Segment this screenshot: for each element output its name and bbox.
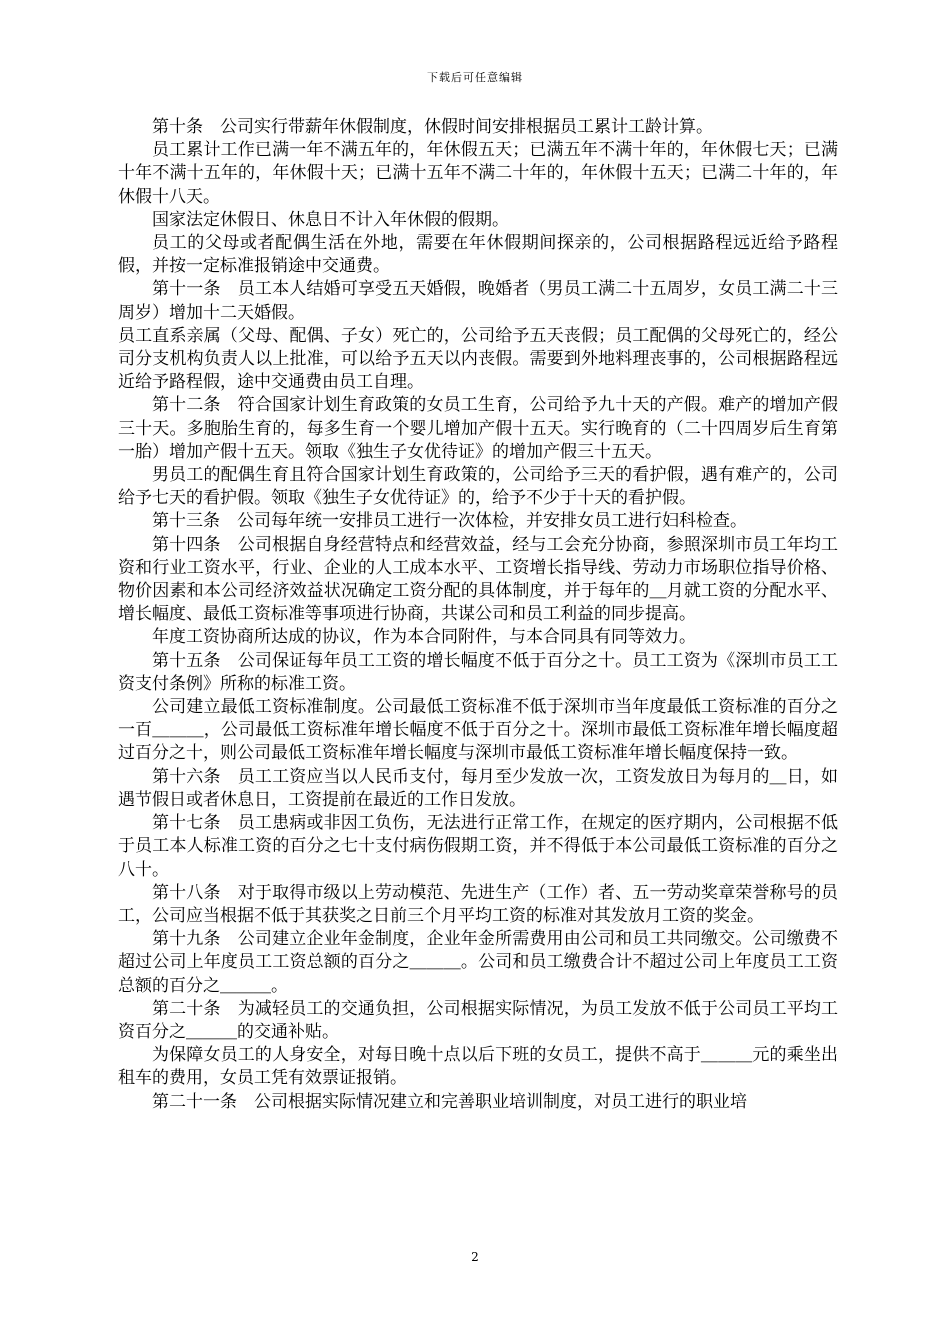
- paragraph: 员工的父母或者配偶生活在外地，需要在年休假期间探亲的，公司根据路程远近给予路程假，并按一定标准报销途中交通费。: [118, 233, 838, 277]
- page-header: 下载后可任意编辑: [427, 71, 523, 84]
- paragraph: 第二十条 为减轻员工的交通负担，公司根据实际情况，为员工发放不低于公司员工平均工资百分之＿＿＿的交通补贴。: [118, 998, 838, 1042]
- paragraph: 第十五条 公司保证每年员工工资的增长幅度不低于百分之十。员工工资为《深圳市员工工资支付条例》所称的标准工资。: [118, 650, 838, 694]
- paragraph: 第十二条 符合国家计划生育政策的女员工生育，公司给予九十天的产假。难产的增加产假三十天。多胞胎生育的，每多生育一个婴儿增加产假十五天。实行晚育的（二十四周岁后生育第一胎）增加产假十五天。领取《独生子女优待证》的增加产假三十五天。: [118, 395, 838, 462]
- paragraph: 第十三条 公司每年统一安排员工进行一次体检，并安排女员工进行妇科检查。: [152, 511, 747, 532]
- paragraph: 年度工资协商所达成的协议，作为本合同附件，与本合同具有同等效力。: [152, 627, 696, 648]
- paragraph: 第十四条 公司根据自身经营特点和经营效益，经与工会充分协商，参照深圳市员工年均工资和行业工资水平，行业、企业的人工成本水平、工资增长指导线、劳动力市场职位指导价格、物价因素和本公司经济效益状况确定工资分配的具体制度，并于每年的＿月就工资的分配水平、增长幅度、最低工资标准等事项进行协商，共谋公司和员工利益的同步提高。: [118, 534, 838, 625]
- document-body: [118, 116, 838, 1114]
- paragraph: 男员工的配偶生育且符合国家计划生育政策的，公司给予三天的看护假，遇有难产的，公司给予七天的看护假。领取《独生子女优待证》的，给予不少于十天的看护假。: [118, 465, 838, 509]
- paragraph: 第十条 公司实行带薪年休假制度，休假时间安排根据员工累计工龄计算。: [152, 117, 713, 137]
- paragraph: 第十八条 对于取得市级以上劳动模范、先进生产（工作）者、五一劳动奖章荣誉称号的员工，公司应当根据不低于其获奖之日前三个月平均工资的标准对其发放月工资的奖金。: [118, 882, 838, 926]
- paragraph: 第十九条 公司建立企业年金制度，企业年金所需费用由公司和员工共同缴交。公司缴费不超过公司上年度员工工资总额的百分之＿＿＿。公司和员工缴费合计不超过公司上年度员工工资总额的百分之＿＿＿。: [118, 929, 838, 996]
- paragraph: 第十一条 员工本人结婚可享受五天婚假，晚婚者（男员工满二十五周岁，女员工满二十三周岁）增加十二天婚假。: [118, 279, 838, 323]
- paragraph: 第二十一条 公司根据实际情况建立和完善职业培训制度，对员工进行的职业培: [152, 1091, 747, 1112]
- paragraph: 公司建立最低工资标准制度。公司最低工资标准不低于深圳市当年度最低工资标准的百分之一百＿＿＿，公司最低工资标准年增长幅度不低于百分之十。深圳市最低工资标准年增长幅度超过百分之十，则公司最低工资标准年增长幅度与深圳市最低工资标准年增长幅度保持一致。: [118, 697, 838, 764]
- paragraph: 员工直系亲属（父母、配偶、子女）死亡的，公司给予五天丧假；员工配偶的父母死亡的，经公司分支机构负责人以上批准，可以给予五天以内丧假。需要到外地料理丧事的，公司根据路程远近给予路程假，途中交通费由员工自理。: [118, 325, 838, 393]
- page-number: 2: [471, 1250, 479, 1264]
- paragraph: 为保障女员工的人身安全，对每日晚十点以后下班的女员工，提供不高于＿＿＿元的乘坐出租车的费用，女员工凭有效票证报销。: [118, 1045, 838, 1089]
- paragraph: 员工累计工作已满一年不满五年的，年休假五天；已满五年不满十年的，年休假七天；已满十年不满十五年的，年休假十天；已满十五年不满二十年的，年休假十五天；已满二十年的，年休假十八天。: [118, 140, 838, 207]
- paragraph: 第十六条 员工工资应当以人民币支付，每月至少发放一次，工资发放日为每月的＿日，如遇节假日或者休息日，工资提前在最近的工作日发放。: [118, 766, 838, 810]
- paragraph: 第十七条 员工患病或非因工负伤，无法进行正常工作，在规定的医疗期内，公司根据不低于员工本人标准工资的百分之七十支付病伤假期工资，并不得低于本公司最低工资标准的百分之八十。: [118, 813, 838, 880]
- paragraph: 国家法定休假日、休息日不计入年休假的假期。: [152, 209, 509, 230]
